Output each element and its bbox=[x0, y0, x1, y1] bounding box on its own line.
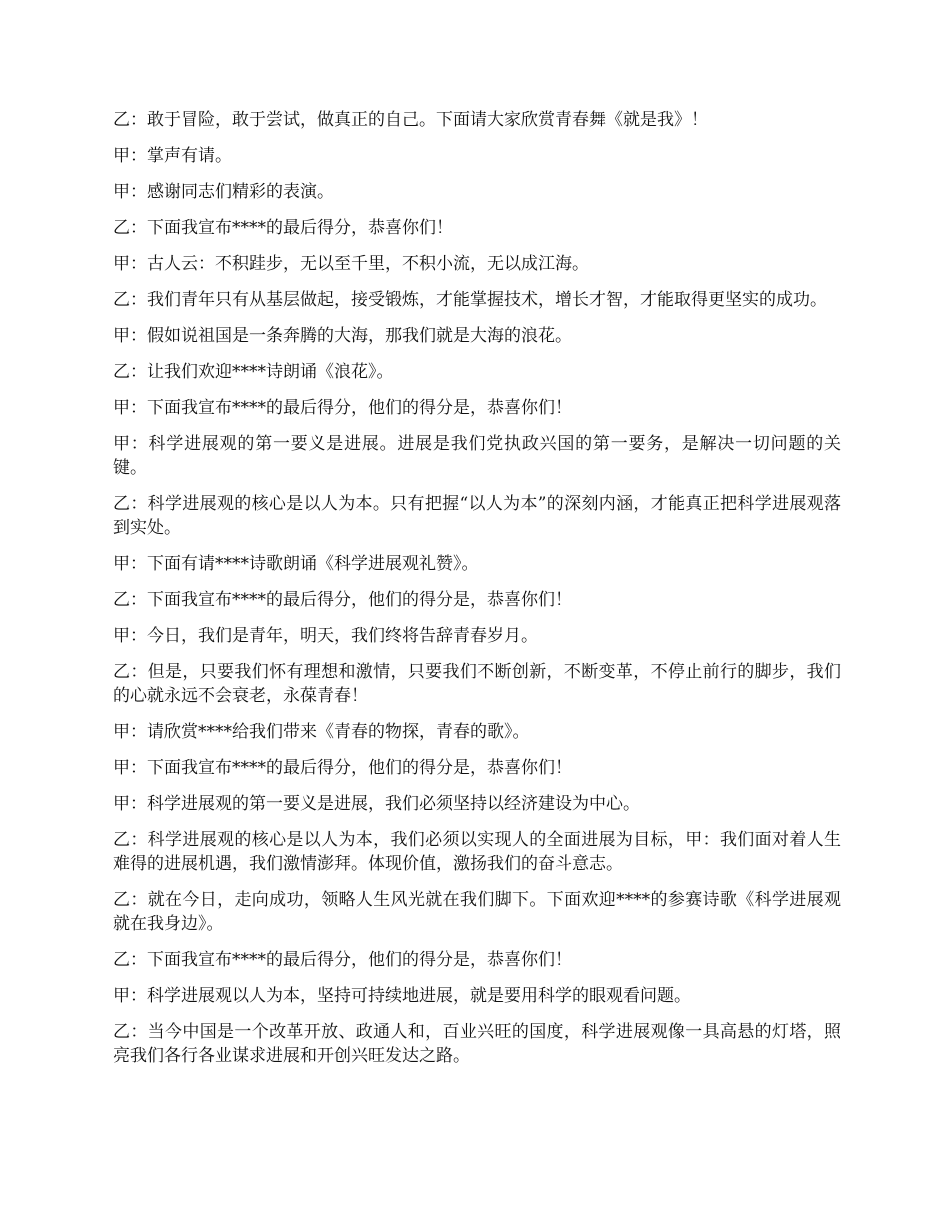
paragraph: 乙：下面我宣布****的最后得分，他们的得分是，恭喜你们！ bbox=[113, 950, 572, 970]
paragraph: 甲：科学进展观的第一要义是进展，我们必须坚持以经济建设为中心。 bbox=[113, 794, 640, 814]
paragraph: 乙：下面我宣布****的最后得分，恭喜你们！ bbox=[113, 218, 453, 238]
paragraph: 甲：请欣赏****给我们带来《青春的物探，青春的歌》。 bbox=[113, 722, 530, 742]
paragraph: 甲：古人云：不积跬步，无以至千里，不积小流，无以成江海。 bbox=[113, 254, 589, 274]
paragraph: 乙：就在今日，走向成功，领略人生风光就在我们脚下。下面欢迎****的参赛诗歌《科学进展观就在我身边》。 bbox=[113, 890, 841, 934]
paragraph: 甲：假如说祖国是一条奔腾的大海，那我们就是大海的浪花。 bbox=[113, 326, 572, 346]
paragraph: 乙：当今中国是一个改革开放、政通人和，百业兴旺的国度，科学进展观像一具高悬的灯塔，照亮我们各行各业谋求进展和开创兴旺发达之路。 bbox=[113, 1022, 841, 1066]
paragraph: 乙：下面我宣布****的最后得分，他们的得分是，恭喜你们！ bbox=[113, 590, 572, 610]
paragraph: 乙：让我们欢迎****诗朗诵《浪花》。 bbox=[113, 362, 394, 382]
paragraph: 甲：今日，我们是青年，明天，我们终将告辞青春岁月。 bbox=[113, 626, 538, 646]
paragraph: 乙：但是，只要我们怀有理想和激情，只要我们不断创新，不断变革，不停止前行的脚步，我们的心就永远不会衰老，永葆青春！ bbox=[113, 662, 841, 706]
paragraph: 甲：科学进展观的第一要义是进展。进展是我们党执政兴国的第一要务，是解决一切问题的关键。 bbox=[113, 434, 841, 478]
paragraph: 甲：下面我宣布****的最后得分，他们的得分是，恭喜你们！ bbox=[113, 758, 572, 778]
paragraph: 甲：下面有请****诗歌朗诵《科学进展观礼赞》。 bbox=[113, 554, 479, 574]
paragraph: 甲：科学进展观以人为本，坚持可持续地进展，就是要用科学的眼观看问题。 bbox=[113, 986, 691, 1006]
paragraph: 甲：掌声有请。 bbox=[113, 146, 232, 166]
paragraph: 乙：敢于冒险，敢于尝试，做真正的自己。下面请大家欣赏青春舞《就是我》！ bbox=[113, 110, 708, 130]
document-page bbox=[113, 108, 841, 1080]
paragraph: 甲：感谢同志们精彩的表演。 bbox=[113, 182, 334, 202]
paragraph: 乙：科学进展观的核心是以人为本，我们必须以实现人的全面进展为目标，甲：我们面对着人生难得的进展机遇，我们激情澎拜。体现价值，激扬我们的奋斗意志。 bbox=[113, 830, 841, 874]
paragraph: 乙：科学进展观的核心是以人为本。只有把握“以人为本”的深刻内涵，才能真正把科学进展观落到实处。 bbox=[113, 494, 841, 538]
paragraph: 乙：我们青年只有从基层做起，接受锻炼，才能掌握技术，增长才智，才能取得更坚实的成功。 bbox=[113, 290, 827, 310]
paragraph: 甲：下面我宣布****的最后得分，他们的得分是，恭喜你们！ bbox=[113, 398, 572, 418]
